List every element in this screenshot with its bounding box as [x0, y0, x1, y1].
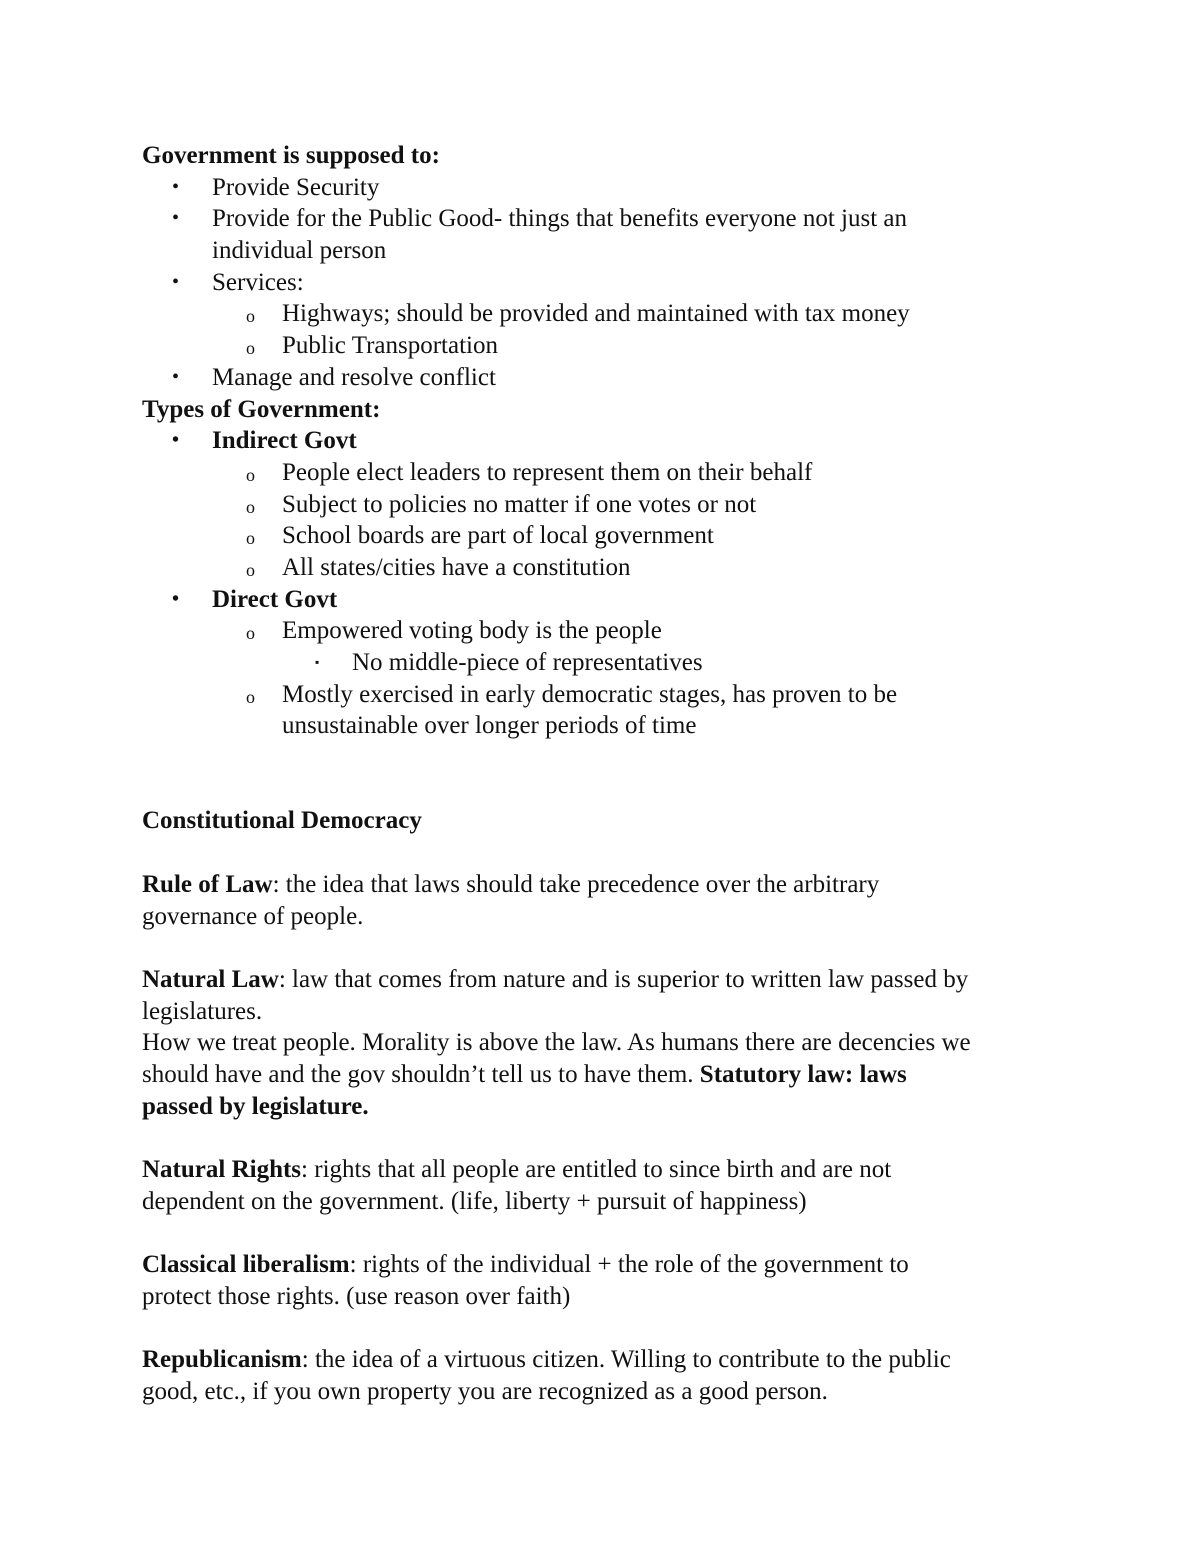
sub-list-item — [142, 298, 1072, 330]
sub-list-item — [142, 457, 1072, 489]
sub-list-item — [142, 679, 1072, 711]
list-item-text: Highways; should be provided and maintained with tax money — [282, 300, 910, 328]
list-item-text: School boards are part of local government — [282, 522, 714, 550]
definition-classical-liberalism — [142, 1249, 1072, 1281]
circle-bullet-icon: o — [246, 686, 255, 707]
definition-continuation — [142, 1059, 1072, 1091]
spacer — [142, 1122, 1072, 1154]
term: Natural Rights — [142, 1156, 302, 1184]
list-item-text: Provide Security — [212, 173, 380, 201]
definition-republicanism — [142, 1344, 1072, 1376]
definition-continuation: good, etc., if you own property you are recognized as a good person. — [142, 1377, 828, 1405]
bullet-icon: • — [172, 175, 180, 198]
list-item-text: Public Transportation — [282, 332, 498, 360]
spacer — [142, 932, 1072, 964]
definition-rule-of-law — [142, 869, 1072, 901]
square-bullet-icon: ▪ — [315, 655, 320, 669]
statutory-law-term: Statutory law: laws — [699, 1060, 907, 1088]
bullet-icon: • — [172, 207, 180, 230]
definition-continuation: passed by legislature. — [142, 1092, 369, 1120]
list-item-text: Provide for the Public Good- things that benefits everyone not just an — [212, 205, 908, 233]
list-item — [142, 172, 1072, 204]
spacer — [142, 1217, 1072, 1249]
list-item-text: individual person — [212, 237, 387, 265]
list-item-text: unsustainable over longer periods of time — [282, 712, 697, 740]
sub-sub-list-item — [142, 647, 1072, 679]
bullet-icon: • — [172, 587, 180, 610]
definition-continuation: legislatures. — [142, 997, 263, 1025]
list-item-continuation — [142, 710, 1072, 742]
heading-types-of-government: Types of Government: — [142, 395, 381, 423]
definition-text: : law that comes from nature and is superior to written law passed by — [278, 965, 969, 993]
sub-list-item — [142, 615, 1072, 647]
term: Rule of Law — [142, 870, 273, 898]
heading-constitutional-democracy: Constitutional Democracy — [142, 807, 422, 835]
definition-natural-law — [142, 964, 1072, 996]
definition-text: : the idea of a virtuous citizen. Willing to contribute to the public — [301, 1346, 951, 1374]
list-item — [142, 267, 1072, 299]
circle-bullet-icon: o — [246, 528, 255, 549]
circle-bullet-icon: o — [246, 306, 255, 327]
circle-bullet-icon: o — [246, 464, 255, 485]
list-item — [142, 584, 1072, 616]
list-item-text: All states/cities have a constitution — [282, 553, 631, 581]
document-page — [142, 140, 1072, 1408]
list-item-text: Subject to policies no matter if one votes or not — [282, 490, 757, 518]
definition-continuation: dependent on the government. (life, liberty + pursuit of happiness) — [142, 1187, 807, 1215]
list-item-text: Empowered voting body is the people — [282, 617, 662, 645]
definition-continuation: protect those rights. (use reason over faith) — [142, 1282, 571, 1310]
list-item — [142, 362, 1072, 394]
indirect-govt-label: Indirect Govt — [212, 427, 357, 455]
bullet-icon: • — [172, 270, 180, 293]
list-item-text: Manage and resolve conflict — [212, 363, 496, 391]
sub-list-item — [142, 520, 1072, 552]
sub-list-item — [142, 552, 1072, 584]
circle-bullet-icon: o — [246, 338, 255, 359]
definition-continuation: How we treat people. Morality is above the law. As humans there are decencies we — [142, 1029, 971, 1057]
direct-govt-label: Direct Govt — [212, 585, 338, 613]
sub-list-item — [142, 489, 1072, 521]
bullet-icon: • — [172, 365, 180, 388]
list-item-text: People elect leaders to represent them on their behalf — [282, 458, 813, 486]
definition-text: : rights of the individual + the role of the government to — [349, 1251, 909, 1279]
term: Republicanism — [142, 1346, 302, 1374]
list-item — [142, 425, 1072, 457]
list-item-text: Services: — [212, 268, 304, 296]
definition-text: : the idea that laws should take precedence over the arbitrary — [272, 870, 880, 898]
list-item — [142, 203, 1072, 235]
definition-text: should have and the gov shouldn’t tell us to have them. — [142, 1060, 700, 1088]
term: Classical liberalism — [142, 1251, 350, 1279]
spacer — [142, 1312, 1072, 1344]
definition-text: : rights that all people are entitled to since birth and are not — [301, 1156, 892, 1184]
circle-bullet-icon: o — [246, 496, 255, 517]
sub-list-item — [142, 330, 1072, 362]
heading-government-purpose: Government is supposed to: — [142, 142, 440, 169]
circle-bullet-icon: o — [246, 623, 255, 644]
bullet-icon: • — [172, 429, 180, 452]
list-item-text: Mostly exercised in early democratic stages, has proven to be — [282, 680, 898, 708]
circle-bullet-icon: o — [246, 559, 255, 580]
spacer — [142, 742, 1072, 805]
list-item-continuation — [142, 235, 1072, 267]
definition-continuation: governance of people. — [142, 902, 364, 930]
list-item-text: No middle-piece of representatives — [352, 649, 703, 676]
definition-natural-rights — [142, 1154, 1072, 1186]
spacer — [142, 837, 1072, 869]
term: Natural Law — [142, 965, 279, 993]
